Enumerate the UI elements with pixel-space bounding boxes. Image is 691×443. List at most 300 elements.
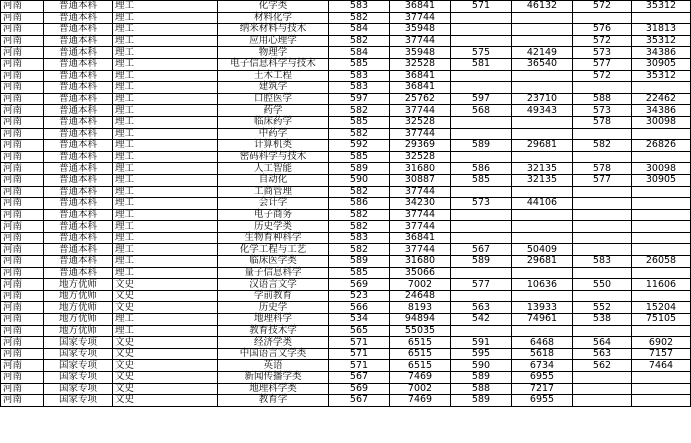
batch-cell: 普通本科 bbox=[44, 174, 113, 186]
rank-cell bbox=[632, 186, 691, 198]
score-cell: 583 bbox=[329, 1, 390, 13]
score-cell: 568 bbox=[451, 105, 512, 117]
score-cell bbox=[451, 24, 512, 36]
batch-cell: 普通本科 bbox=[44, 116, 113, 128]
rank-cell bbox=[632, 232, 691, 244]
batch-cell: 普通本科 bbox=[44, 93, 113, 105]
rank-cell: 5618 bbox=[512, 348, 573, 360]
rank-cell: 11606 bbox=[632, 279, 691, 291]
rank-cell: 7217 bbox=[512, 383, 573, 395]
score-cell: 588 bbox=[573, 93, 632, 105]
score-cell: 571 bbox=[329, 337, 390, 349]
rank-cell bbox=[512, 267, 573, 279]
category-cell: 理工 bbox=[113, 232, 218, 244]
score-cell: 575 bbox=[451, 47, 512, 59]
score-cell bbox=[451, 221, 512, 233]
table-row bbox=[1, 35, 691, 47]
category-cell: 文史 bbox=[113, 302, 218, 314]
rank-cell: 37744 bbox=[390, 186, 451, 198]
category-cell: 理工 bbox=[113, 140, 218, 152]
batch-cell: 普通本科 bbox=[44, 35, 113, 47]
score-cell bbox=[451, 70, 512, 82]
major-cell: 工商管理 bbox=[218, 186, 329, 198]
major-cell: 物理学 bbox=[218, 47, 329, 59]
rank-cell: 26058 bbox=[632, 256, 691, 268]
score-cell: 597 bbox=[451, 93, 512, 105]
rank-cell bbox=[512, 221, 573, 233]
category-cell: 理工 bbox=[113, 35, 218, 47]
rank-cell: 32528 bbox=[390, 151, 451, 163]
rank-cell: 6955 bbox=[512, 372, 573, 384]
major-cell: 人工智能 bbox=[218, 163, 329, 175]
rank-cell: 7157 bbox=[632, 348, 691, 360]
table-row bbox=[1, 151, 691, 163]
province-cell: 河南 bbox=[1, 151, 44, 163]
major-cell: 化学工程与工艺 bbox=[218, 244, 329, 256]
rank-cell: 7002 bbox=[390, 279, 451, 291]
category-cell: 文史 bbox=[113, 337, 218, 349]
score-cell: 589 bbox=[329, 256, 390, 268]
rank-cell: 25762 bbox=[390, 93, 451, 105]
rank-cell: 22462 bbox=[632, 93, 691, 105]
rank-cell bbox=[512, 151, 573, 163]
province-cell: 河南 bbox=[1, 186, 44, 198]
rank-cell bbox=[632, 128, 691, 140]
category-cell: 文史 bbox=[113, 372, 218, 384]
score-cell: 577 bbox=[573, 174, 632, 186]
score-cell: 573 bbox=[451, 198, 512, 210]
category-cell: 理工 bbox=[113, 82, 218, 94]
rank-cell: 36841 bbox=[390, 1, 451, 13]
table-row bbox=[1, 105, 691, 117]
rank-cell: 29369 bbox=[390, 140, 451, 152]
rank-cell: 37744 bbox=[390, 12, 451, 24]
rank-cell bbox=[512, 70, 573, 82]
score-cell: 563 bbox=[451, 302, 512, 314]
rank-cell: 74961 bbox=[512, 314, 573, 326]
score-cell bbox=[451, 232, 512, 244]
major-cell: 地理科学 bbox=[218, 314, 329, 326]
major-cell: 生物育种科学 bbox=[218, 232, 329, 244]
score-cell: 582 bbox=[329, 186, 390, 198]
batch-cell: 国家专项 bbox=[44, 337, 113, 349]
batch-cell: 国家专项 bbox=[44, 372, 113, 384]
major-cell: 电子商务 bbox=[218, 209, 329, 221]
rank-cell bbox=[512, 128, 573, 140]
rank-cell: 30905 bbox=[632, 174, 691, 186]
province-cell: 河南 bbox=[1, 35, 44, 47]
category-cell: 理工 bbox=[113, 24, 218, 36]
rank-cell: 30887 bbox=[390, 174, 451, 186]
table-row bbox=[1, 1, 691, 13]
batch-cell: 地方优师 bbox=[44, 302, 113, 314]
rank-cell: 7469 bbox=[390, 372, 451, 384]
rank-cell: 37744 bbox=[390, 244, 451, 256]
major-cell: 历史学类 bbox=[218, 221, 329, 233]
province-cell: 河南 bbox=[1, 128, 44, 140]
major-cell: 地理科学类 bbox=[218, 383, 329, 395]
table-row bbox=[1, 279, 691, 291]
score-cell: 552 bbox=[573, 302, 632, 314]
major-cell: 密码科学与技术 bbox=[218, 151, 329, 163]
batch-cell: 地方优师 bbox=[44, 279, 113, 291]
province-cell: 河南 bbox=[1, 372, 44, 384]
rank-cell: 35066 bbox=[390, 267, 451, 279]
category-cell: 文史 bbox=[113, 395, 218, 407]
category-cell: 理工 bbox=[113, 186, 218, 198]
batch-cell: 普通本科 bbox=[44, 140, 113, 152]
score-cell: 583 bbox=[329, 232, 390, 244]
rank-cell: 35312 bbox=[632, 1, 691, 13]
batch-cell: 普通本科 bbox=[44, 151, 113, 163]
rank-cell: 35948 bbox=[390, 47, 451, 59]
batch-cell: 地方优师 bbox=[44, 325, 113, 337]
score-cell: 584 bbox=[329, 47, 390, 59]
rank-cell bbox=[632, 82, 691, 94]
province-cell: 河南 bbox=[1, 221, 44, 233]
major-cell: 经济学类 bbox=[218, 337, 329, 349]
table-row bbox=[1, 128, 691, 140]
table-row bbox=[1, 232, 691, 244]
score-cell: 523 bbox=[329, 290, 390, 302]
batch-cell: 普通本科 bbox=[44, 47, 113, 59]
rank-cell: 37744 bbox=[390, 128, 451, 140]
rank-cell: 44106 bbox=[512, 198, 573, 210]
score-cell: 538 bbox=[573, 314, 632, 326]
rank-cell bbox=[512, 116, 573, 128]
table-row bbox=[1, 82, 691, 94]
rank-cell bbox=[512, 82, 573, 94]
score-cell: 571 bbox=[329, 348, 390, 360]
rank-cell: 32528 bbox=[390, 58, 451, 70]
province-cell: 河南 bbox=[1, 314, 44, 326]
score-cell: 534 bbox=[329, 314, 390, 326]
rank-cell: 36841 bbox=[390, 232, 451, 244]
batch-cell: 普通本科 bbox=[44, 209, 113, 221]
rank-cell: 30905 bbox=[632, 58, 691, 70]
score-cell: 567 bbox=[451, 244, 512, 256]
rank-cell: 36540 bbox=[512, 58, 573, 70]
rank-cell bbox=[632, 209, 691, 221]
score-cell bbox=[451, 82, 512, 94]
major-cell: 英语 bbox=[218, 360, 329, 372]
batch-cell: 国家专项 bbox=[44, 360, 113, 372]
province-cell: 河南 bbox=[1, 70, 44, 82]
score-cell: 591 bbox=[451, 337, 512, 349]
score-cell: 583 bbox=[329, 82, 390, 94]
rank-cell: 34230 bbox=[390, 198, 451, 210]
rank-cell bbox=[632, 395, 691, 407]
score-cell: 583 bbox=[573, 256, 632, 268]
category-cell: 文史 bbox=[113, 279, 218, 291]
category-cell: 理工 bbox=[113, 93, 218, 105]
rank-cell: 32135 bbox=[512, 163, 573, 175]
province-cell: 河南 bbox=[1, 302, 44, 314]
table-row bbox=[1, 186, 691, 198]
category-cell: 理工 bbox=[113, 105, 218, 117]
batch-cell: 普通本科 bbox=[44, 256, 113, 268]
rank-cell bbox=[512, 35, 573, 47]
province-cell: 河南 bbox=[1, 325, 44, 337]
score-cell bbox=[451, 35, 512, 47]
rank-cell bbox=[512, 290, 573, 302]
score-cell bbox=[573, 395, 632, 407]
batch-cell: 普通本科 bbox=[44, 82, 113, 94]
major-cell: 材料化学 bbox=[218, 12, 329, 24]
batch-cell: 普通本科 bbox=[44, 105, 113, 117]
score-cell: 572 bbox=[573, 1, 632, 13]
score-cell: 581 bbox=[451, 58, 512, 70]
major-cell: 计算机类 bbox=[218, 140, 329, 152]
rank-cell: 35312 bbox=[632, 35, 691, 47]
batch-cell: 普通本科 bbox=[44, 24, 113, 36]
rank-cell: 49343 bbox=[512, 105, 573, 117]
rank-cell: 36841 bbox=[390, 70, 451, 82]
rank-cell bbox=[632, 267, 691, 279]
rank-cell: 7002 bbox=[390, 383, 451, 395]
score-cell bbox=[573, 290, 632, 302]
score-cell: 566 bbox=[329, 302, 390, 314]
score-cell bbox=[573, 186, 632, 198]
province-cell: 河南 bbox=[1, 348, 44, 360]
major-cell: 临床药学 bbox=[218, 116, 329, 128]
major-cell: 纳米材料与技术 bbox=[218, 24, 329, 36]
score-cell: 597 bbox=[329, 93, 390, 105]
table-row bbox=[1, 337, 691, 349]
rank-cell bbox=[632, 12, 691, 24]
score-cell: 578 bbox=[573, 163, 632, 175]
category-cell: 理工 bbox=[113, 1, 218, 13]
rank-cell bbox=[512, 24, 573, 36]
category-cell: 理工 bbox=[113, 256, 218, 268]
table-row bbox=[1, 209, 691, 221]
score-cell: 565 bbox=[329, 325, 390, 337]
table-row bbox=[1, 70, 691, 82]
province-cell: 河南 bbox=[1, 360, 44, 372]
category-cell: 理工 bbox=[113, 163, 218, 175]
category-cell: 理工 bbox=[113, 12, 218, 24]
province-cell: 河南 bbox=[1, 47, 44, 59]
rank-cell: 36841 bbox=[390, 82, 451, 94]
batch-cell: 普通本科 bbox=[44, 12, 113, 24]
province-cell: 河南 bbox=[1, 116, 44, 128]
rank-cell: 15204 bbox=[632, 302, 691, 314]
category-cell: 理工 bbox=[113, 221, 218, 233]
score-cell bbox=[573, 325, 632, 337]
major-cell: 建筑学 bbox=[218, 82, 329, 94]
batch-cell: 普通本科 bbox=[44, 232, 113, 244]
rank-cell: 7469 bbox=[390, 395, 451, 407]
major-cell: 口腔医学 bbox=[218, 93, 329, 105]
score-cell: 585 bbox=[329, 116, 390, 128]
score-cell: 583 bbox=[329, 70, 390, 82]
major-cell: 量子信息科学 bbox=[218, 267, 329, 279]
score-cell: 577 bbox=[573, 58, 632, 70]
score-cell: 589 bbox=[451, 256, 512, 268]
score-cell: 562 bbox=[573, 360, 632, 372]
major-cell: 电子信息科学与技术 bbox=[218, 58, 329, 70]
table-row bbox=[1, 290, 691, 302]
rank-cell: 6515 bbox=[390, 337, 451, 349]
rank-cell bbox=[512, 186, 573, 198]
rank-cell: 94894 bbox=[390, 314, 451, 326]
batch-cell: 普通本科 bbox=[44, 244, 113, 256]
rank-cell bbox=[632, 221, 691, 233]
province-cell: 河南 bbox=[1, 337, 44, 349]
province-cell: 河南 bbox=[1, 82, 44, 94]
table-row bbox=[1, 395, 691, 407]
province-cell: 河南 bbox=[1, 93, 44, 105]
table-row bbox=[1, 360, 691, 372]
rank-cell bbox=[632, 198, 691, 210]
table-row bbox=[1, 140, 691, 152]
rank-cell bbox=[632, 290, 691, 302]
table-row bbox=[1, 174, 691, 186]
batch-cell: 普通本科 bbox=[44, 128, 113, 140]
batch-cell: 普通本科 bbox=[44, 1, 113, 13]
score-cell: 572 bbox=[573, 70, 632, 82]
province-cell: 河南 bbox=[1, 105, 44, 117]
score-cell: 582 bbox=[329, 221, 390, 233]
score-cell: 585 bbox=[451, 174, 512, 186]
province-cell: 河南 bbox=[1, 244, 44, 256]
score-cell: 586 bbox=[329, 198, 390, 210]
category-cell: 理工 bbox=[113, 128, 218, 140]
score-cell bbox=[451, 209, 512, 221]
province-cell: 河南 bbox=[1, 163, 44, 175]
score-cell: 577 bbox=[451, 279, 512, 291]
score-cell bbox=[573, 12, 632, 24]
major-cell: 教育学 bbox=[218, 395, 329, 407]
category-cell: 理工 bbox=[113, 314, 218, 326]
table-row bbox=[1, 372, 691, 384]
score-cell: 582 bbox=[329, 209, 390, 221]
score-cell: 569 bbox=[329, 279, 390, 291]
category-cell: 理工 bbox=[113, 70, 218, 82]
major-cell: 药学 bbox=[218, 105, 329, 117]
province-cell: 河南 bbox=[1, 209, 44, 221]
rank-cell bbox=[632, 372, 691, 384]
score-cell: 585 bbox=[329, 151, 390, 163]
table-body bbox=[1, 1, 691, 407]
rank-cell: 32135 bbox=[512, 174, 573, 186]
score-cell: 550 bbox=[573, 279, 632, 291]
category-cell: 理工 bbox=[113, 198, 218, 210]
major-cell: 新闻传播学类 bbox=[218, 372, 329, 384]
province-cell: 河南 bbox=[1, 174, 44, 186]
score-cell: 582 bbox=[329, 128, 390, 140]
category-cell: 文史 bbox=[113, 348, 218, 360]
score-cell: 589 bbox=[451, 140, 512, 152]
batch-cell: 地方优师 bbox=[44, 290, 113, 302]
major-cell: 教育技术学 bbox=[218, 325, 329, 337]
rank-cell: 31813 bbox=[632, 24, 691, 36]
category-cell: 理工 bbox=[113, 58, 218, 70]
province-cell: 河南 bbox=[1, 24, 44, 36]
score-cell: 573 bbox=[573, 105, 632, 117]
rank-cell: 37744 bbox=[390, 209, 451, 221]
table-row bbox=[1, 314, 691, 326]
province-cell: 河南 bbox=[1, 12, 44, 24]
major-cell: 化学类 bbox=[218, 1, 329, 13]
rank-cell bbox=[632, 383, 691, 395]
rank-cell: 37744 bbox=[390, 35, 451, 47]
table-row bbox=[1, 383, 691, 395]
province-cell: 河南 bbox=[1, 1, 44, 13]
table-row bbox=[1, 348, 691, 360]
score-cell: 589 bbox=[451, 395, 512, 407]
score-cell: 586 bbox=[451, 163, 512, 175]
score-cell bbox=[573, 267, 632, 279]
score-cell: 578 bbox=[573, 116, 632, 128]
score-cell bbox=[573, 82, 632, 94]
score-cell: 585 bbox=[329, 267, 390, 279]
batch-cell: 普通本科 bbox=[44, 267, 113, 279]
rank-cell: 30098 bbox=[632, 116, 691, 128]
rank-cell: 7464 bbox=[632, 360, 691, 372]
province-cell: 河南 bbox=[1, 58, 44, 70]
score-cell bbox=[573, 128, 632, 140]
table-row bbox=[1, 267, 691, 279]
table-row bbox=[1, 244, 691, 256]
major-cell: 会计学 bbox=[218, 198, 329, 210]
province-cell: 河南 bbox=[1, 140, 44, 152]
score-cell: 573 bbox=[573, 47, 632, 59]
province-cell: 河南 bbox=[1, 198, 44, 210]
batch-cell: 普通本科 bbox=[44, 186, 113, 198]
rank-cell: 31680 bbox=[390, 256, 451, 268]
score-cell: 571 bbox=[451, 1, 512, 13]
table-row bbox=[1, 198, 691, 210]
table-row bbox=[1, 93, 691, 105]
rank-cell: 29681 bbox=[512, 256, 573, 268]
rank-cell: 30098 bbox=[632, 163, 691, 175]
rank-cell: 35312 bbox=[632, 70, 691, 82]
category-cell: 理工 bbox=[113, 116, 218, 128]
province-cell: 河南 bbox=[1, 256, 44, 268]
table-row bbox=[1, 24, 691, 36]
table-row bbox=[1, 325, 691, 337]
batch-cell: 国家专项 bbox=[44, 395, 113, 407]
score-cell bbox=[451, 290, 512, 302]
rank-cell: 6734 bbox=[512, 360, 573, 372]
rank-cell bbox=[632, 244, 691, 256]
batch-cell: 地方优师 bbox=[44, 314, 113, 326]
batch-cell: 普通本科 bbox=[44, 221, 113, 233]
score-cell: 590 bbox=[329, 174, 390, 186]
table-row bbox=[1, 163, 691, 175]
rank-cell: 75105 bbox=[632, 314, 691, 326]
rank-cell: 55035 bbox=[390, 325, 451, 337]
score-cell bbox=[451, 325, 512, 337]
province-cell: 河南 bbox=[1, 279, 44, 291]
score-cell: 572 bbox=[573, 35, 632, 47]
score-cell: 582 bbox=[329, 244, 390, 256]
rank-cell: 23710 bbox=[512, 93, 573, 105]
score-cell: 582 bbox=[573, 140, 632, 152]
score-cell bbox=[573, 209, 632, 221]
category-cell: 文史 bbox=[113, 360, 218, 372]
rank-cell: 6515 bbox=[390, 360, 451, 372]
score-cell: 567 bbox=[329, 372, 390, 384]
rank-cell: 50409 bbox=[512, 244, 573, 256]
table-row bbox=[1, 12, 691, 24]
rank-cell: 34386 bbox=[632, 47, 691, 59]
score-cell: 564 bbox=[573, 337, 632, 349]
major-cell: 汉语言文学 bbox=[218, 279, 329, 291]
category-cell: 理工 bbox=[113, 151, 218, 163]
score-cell: 590 bbox=[451, 360, 512, 372]
